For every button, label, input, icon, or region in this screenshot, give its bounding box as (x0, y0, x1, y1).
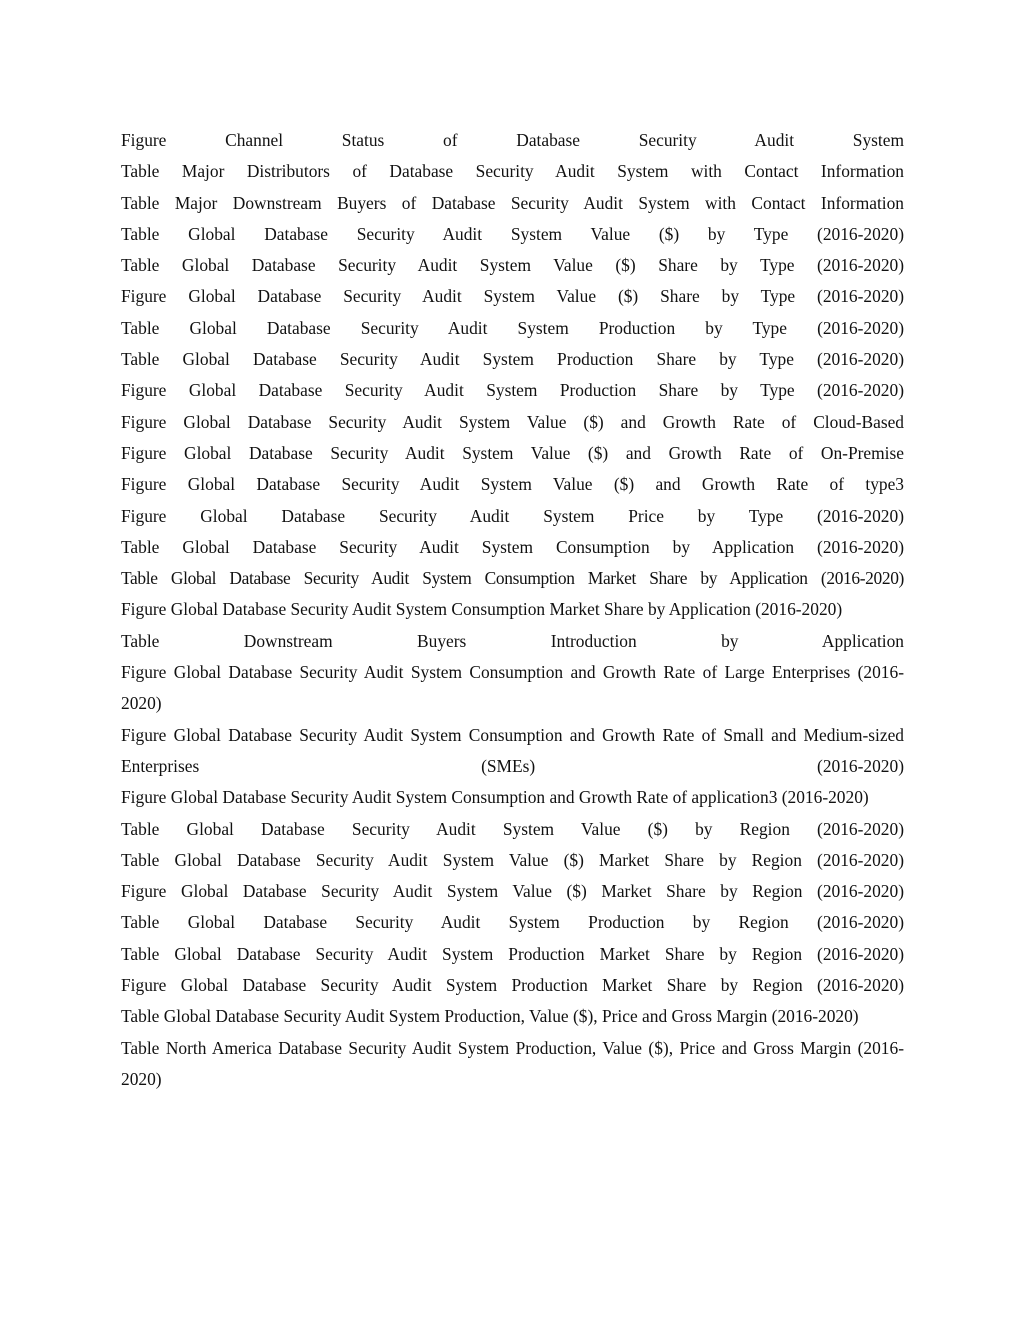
list-item: Figure Global Database Security Audit System Consumption and Growth Rate of application3 (2016-2020) (121, 787, 869, 808)
list-item: Table Global Database Security Audit System Value ($) by Region (2016-2020) (121, 818, 904, 839)
list-item: Table Major Distributors of Database Security Audit System with Contact Information (121, 161, 904, 182)
list-item: Table Global Database Security Audit System Value ($) by Type (2016-2020) (121, 223, 904, 244)
list-item: Figure Global Database Security Audit System Production Share by Type (2016-2020) (121, 380, 904, 401)
list-item: Figure Global Database Security Audit System Consumption and Growth Rate of Large Enterprises (2016-2020) (121, 662, 904, 714)
list-item: Figure Global Database Security Audit System Value ($) Share by Type (2016-2020) (121, 286, 904, 307)
list-item: Table Global Database Security Audit System Consumption by Application (2016-2020) (121, 536, 904, 557)
list-item: Figure Global Database Security Audit System Value ($) Market Share by Region (2016-2020) (121, 881, 904, 902)
list-item: Figure Global Database Security Audit System Consumption Market Share by Application (2016-2020) (121, 599, 843, 620)
list-item: Figure Global Database Security Audit System Value ($) and Growth Rate of Cloud-Based (121, 411, 904, 432)
list-item: Table North America Database Security Audit System Production, Value ($), Price and Gross Margin (2016-2020) (121, 1037, 904, 1089)
list-item: Table Global Database Security Audit System Production Share by Type (2016-2020) (121, 349, 904, 370)
list-item: Table Global Database Security Audit System Production by Type (2016-2020) (121, 317, 904, 338)
list-item: Table Global Database Security Audit System Value ($) Share by Type (2016-2020) (121, 255, 904, 276)
list-item: Figure Global Database Security Audit System Consumption and Growth Rate of Small and Medium-sized Enterprises (SMEs) (2016-2020) (121, 724, 904, 776)
list-item: Figure Global Database Security Audit System Production Market Share by Region (2016-2020) (121, 975, 904, 996)
list-item: Figure Global Database Security Audit System Value ($) and Growth Rate of type3 (121, 474, 904, 495)
list-item: Figure Global Database Security Audit System Price by Type (2016-2020) (121, 505, 904, 526)
list-item: Table Global Database Security Audit System Consumption Market Share by Application (2016-2020) (121, 568, 904, 589)
list-item: Table Downstream Buyers Introduction by Application (121, 630, 904, 651)
list-item: Figure Global Database Security Audit System Value ($) and Growth Rate of On-Premise (121, 442, 904, 463)
list-item: Table Major Downstream Buyers of Database Security Audit System with Contact Information (121, 192, 904, 213)
list-item: Table Global Database Security Audit System Value ($) Market Share by Region (2016-2020) (121, 849, 904, 870)
list-item: Figure Channel Status of Database Security Audit System (121, 130, 904, 150)
list-of-figures-and-tables (121, 125, 904, 1095)
list-item: Table Global Database Security Audit System Production by Region (2016-2020) (121, 912, 904, 933)
list-item: Table Global Database Security Audit System Production Market Share by Region (2016-2020) (121, 943, 904, 964)
list-item: Table Global Database Security Audit System Production, Value ($), Price and Gross Margin (2016-2020) (121, 1006, 859, 1027)
